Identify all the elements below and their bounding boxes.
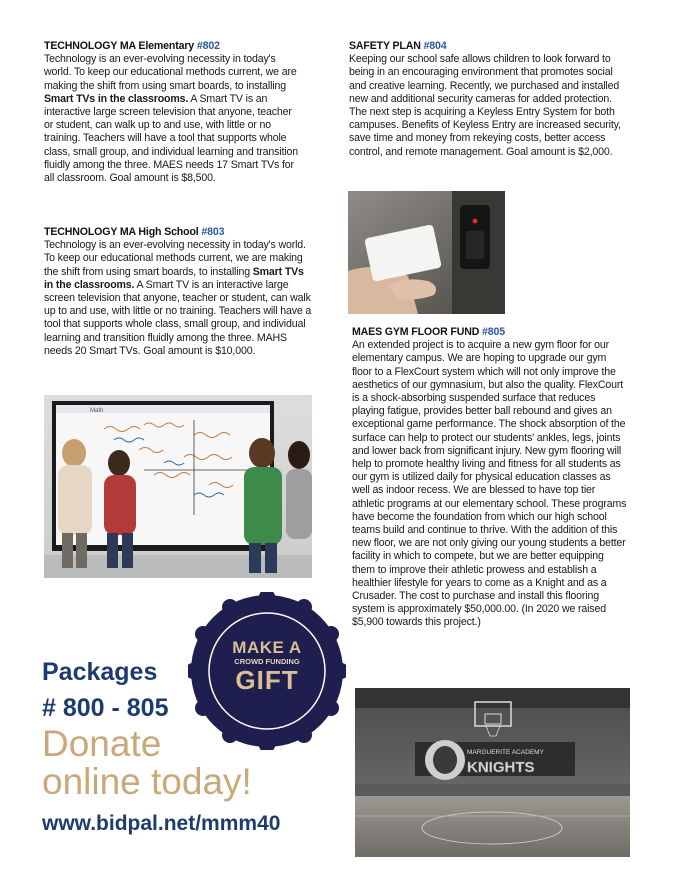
tech-high-heading bbox=[44, 226, 312, 239]
tech-high-body: Technology is an ever-evolving necessity in today's world. To keep our educational methods current, we are making the shift from using smart boards, to installing Smart TVs in the classrooms. A Smart TV is an interactive large screen television that anyone, teacher or student, can walk up to and use, with little or no training. Teachers will have a tool that supports whole class, small group, and individual learning and transition fluidly among the three. MAHS needs 20 Smart TVs. Goal amount is $10,000. bbox=[44, 239, 312, 357]
tech-high-section bbox=[44, 226, 312, 358]
gym-photo bbox=[355, 688, 630, 857]
donate-url-link[interactable]: www.bidpal.net/mmm40 bbox=[42, 812, 281, 835]
packages-label: Packages bbox=[42, 658, 158, 686]
tech-elementary-title: TECHNOLOGY MA Elementary bbox=[44, 40, 195, 52]
smart-tv-classroom-photo bbox=[44, 395, 312, 578]
gym-floor-number: #805 bbox=[482, 326, 505, 338]
gym-floor-title: MAES GYM FLOOR FUND bbox=[352, 326, 480, 338]
gym-illustration bbox=[355, 688, 630, 857]
keycard-illustration bbox=[348, 191, 505, 314]
gym-floor-section bbox=[352, 326, 628, 630]
donate-line1: Donate bbox=[42, 723, 162, 764]
packages-range: # 800 - 805 bbox=[42, 694, 169, 722]
tech-high-number: #803 bbox=[201, 226, 225, 238]
smart-tv-illustration bbox=[44, 395, 312, 578]
tv-screen-label: Math bbox=[90, 408, 104, 414]
badge-line1: MAKE A bbox=[232, 638, 302, 657]
tech-elementary-body: Technology is an ever-evolving necessity in today's world. To keep our educational methods current, we are making the shift from using smart boards, to installing Smart TVs in the classrooms. A Smart TV is an interactive large screen television that anyone, teacher or student, can walk up to and use, with little or no training. Teachers will have a tool that supports whole class, small group, and individual learning and transition fluidly among the three. MAES needs 17 Smart TVs for all classroom. Goal amount is $8,500. bbox=[44, 53, 298, 185]
tech-elementary-section bbox=[44, 40, 302, 185]
badge-line2: CROWD FUNDING bbox=[234, 657, 300, 666]
gym-banner-line2: KNIGHTS bbox=[467, 759, 535, 776]
safety-title: SAFETY PLAN bbox=[349, 40, 421, 52]
tech-elementary-heading bbox=[44, 40, 302, 53]
gym-banner-line1: MARGUERITE ACADEMY bbox=[467, 749, 544, 756]
safety-heading bbox=[349, 40, 621, 53]
badge-text bbox=[188, 639, 346, 693]
tech-elementary-number: #802 bbox=[196, 40, 220, 52]
donate-line2: online today! bbox=[42, 761, 252, 802]
safety-section bbox=[349, 40, 621, 159]
safety-body: Keeping our school safe allows children to look forward to being in an encouraging environment that promotes social and creative learning. Recently, we purchased and installed new and additional security cameras for added protection. The next step is acquiring a Keyless Entry System for both campuses. Benefits of Keyless Entry are increased security, save time and money from rekeying costs, better access control, and remote management. Goal amount is $2,000. bbox=[349, 53, 621, 158]
badge-line3: GIFT bbox=[235, 665, 299, 695]
crowd-funding-badge bbox=[188, 592, 346, 750]
keycard-photo bbox=[348, 191, 505, 314]
tech-high-title: TECHNOLOGY MA High School bbox=[44, 226, 199, 238]
gym-floor-heading bbox=[352, 326, 628, 339]
gym-floor-body: An extended project is to acquire a new gym floor for our elementary campus. We are hoping to upgrade our gym floor to a FlexCourt system which will not only improve the aesthetics of our gymnasium, but also the quality. FlexCourt is a shock-absorbing suspended surface that reduces playing fatigue, provides better ball rebound and gives an exceptional game performance. The shock absorption of the surface can help to protect our students' ankles, legs, joints and lower back from significant injury. New gym flooring will help to promote healthy living and fitness for all students as our gym is utilized daily for physical education classes as well as indoor recess. We are blessed to have top tier athletic programs at our elementary school. These programs have become the foundation from which our high school teams build and continue to thrive. With the addition of this new floor, we are not only giving our young students a better facility in which to compete, but we are better equipping them to improve their athletic prowess and establish a healthier lifestyle for years to come as a Knight and as a Crusader. The cost to purchase and install this flooring system is approximately $50,000.00. (In 2020 we raised $5,900 towards this project.) bbox=[352, 339, 627, 629]
safety-number: #804 bbox=[423, 40, 447, 52]
